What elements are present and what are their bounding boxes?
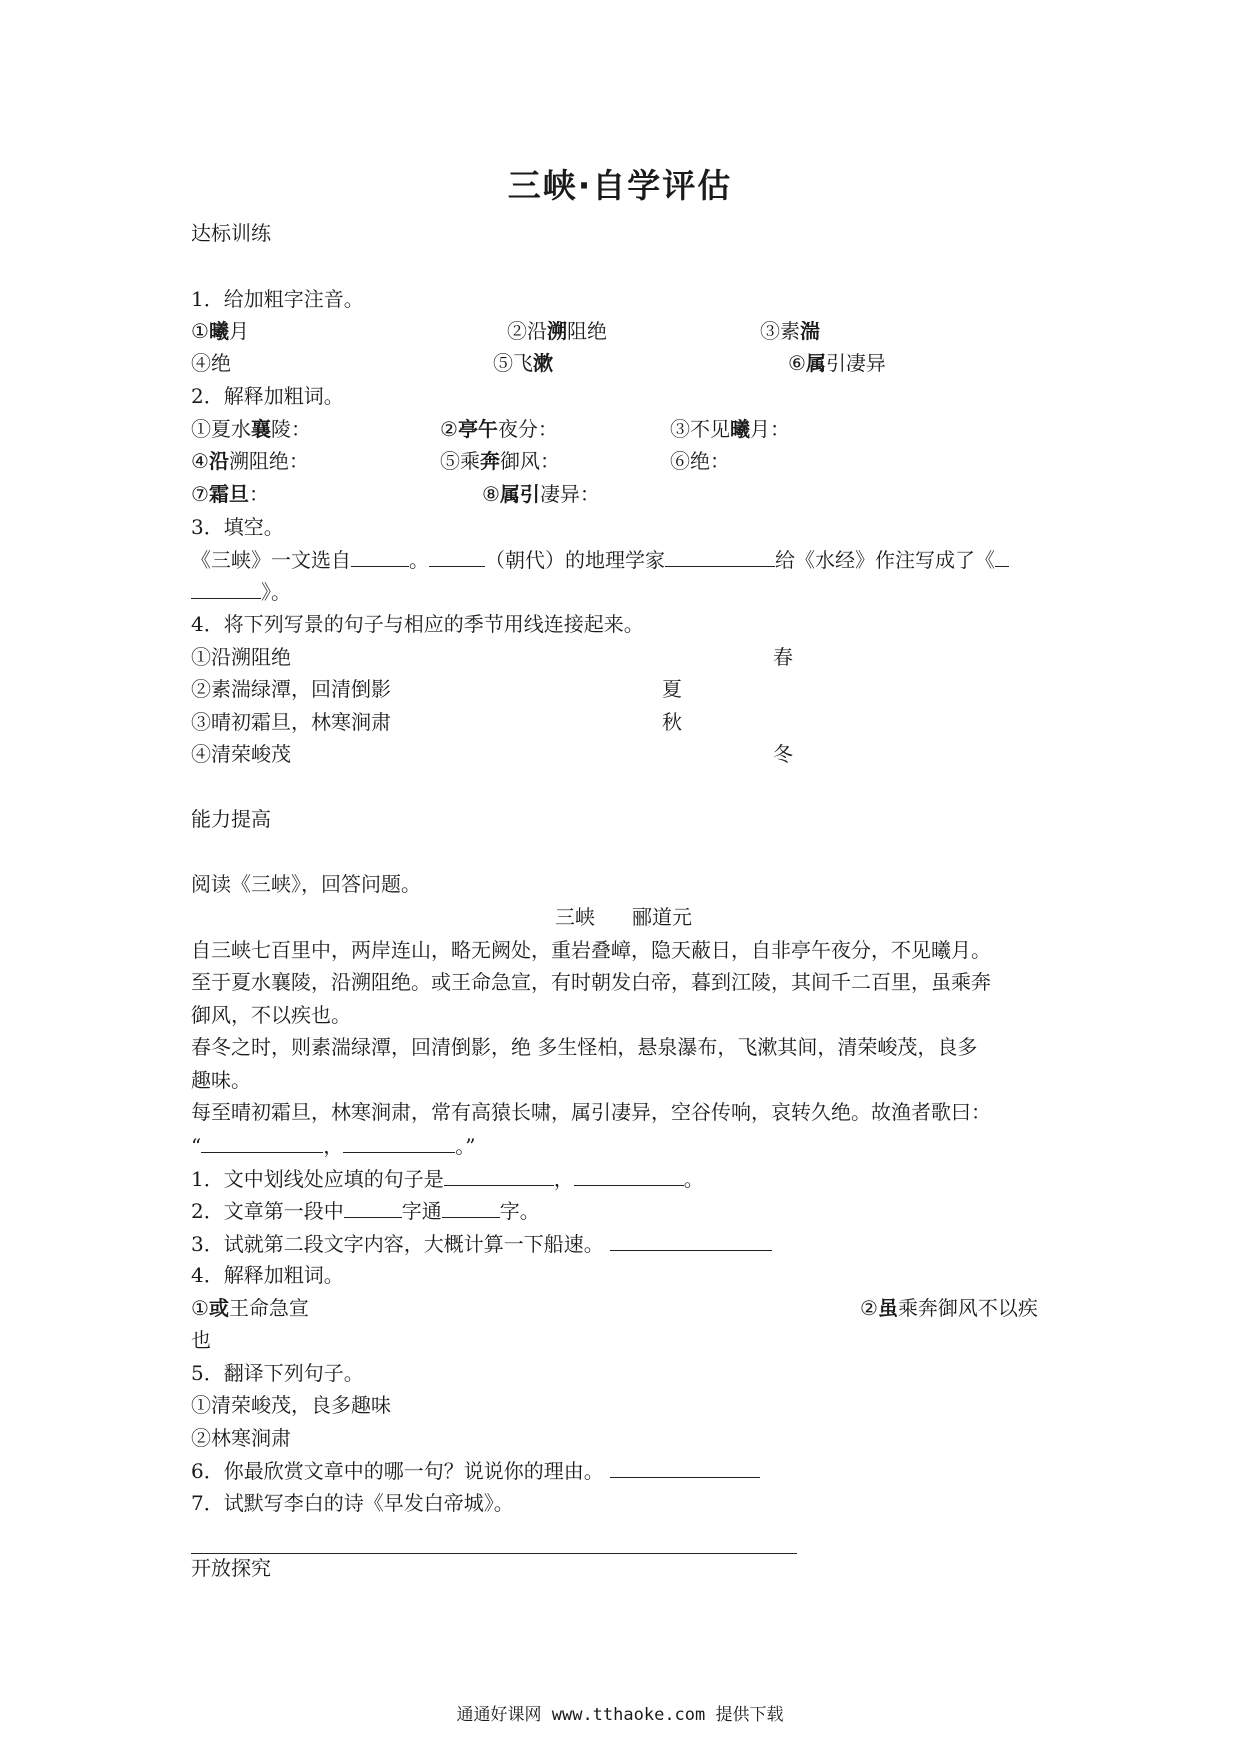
passage-line: 春冬之时，则素湍绿潭，回清倒影，绝 多生怪柏，悬泉瀑布，飞漱其间，清荣峻茂，良多 xyxy=(191,1035,978,1059)
passage-song-line: “ ， 。” xyxy=(191,1134,476,1158)
section-heading-basic: 达标训练 xyxy=(191,221,271,245)
rq7: 7．试默写李白的诗《早发白帝城》。 xyxy=(191,1491,514,1515)
q2-item-1: ①夏水襄陵： xyxy=(191,417,311,441)
passage-line: 每至晴初霜旦，林寒涧肃，常有高猿长啸，属引凄异，空谷传响，哀转久绝。故渔者歌曰： xyxy=(191,1100,991,1124)
q1-item-5: ⑤飞漱 xyxy=(493,351,553,375)
rq6: 6．你最欣赏文章中的哪一句？说说你的理由。 xyxy=(191,1457,760,1484)
q1-heading: 1．给加粗字注音。 xyxy=(191,287,364,311)
q2-item-3: ③不见曦月： xyxy=(670,417,790,441)
q2-item-8: ⑧属引凄异： xyxy=(482,482,600,506)
rq2-blank-1[interactable] xyxy=(344,1197,402,1218)
rq4-heading: 4．解释加粗词。 xyxy=(191,1263,344,1287)
passage-heading: 三峡 xyxy=(555,905,595,929)
rq5-item-1: ①清荣峻茂，良多趣味 xyxy=(191,1393,391,1417)
q4-heading: 4．将下列写景的句子与相应的季节用线连接起来。 xyxy=(191,612,644,636)
rq3-blank[interactable] xyxy=(610,1230,772,1251)
rq6-blank[interactable] xyxy=(610,1457,760,1478)
q3-blank-4b[interactable] xyxy=(191,578,261,599)
rq5-item-2: ②林寒涧肃 xyxy=(191,1426,291,1450)
passage-line: 趣味。 xyxy=(191,1068,251,1092)
rq4-item-2: ②虽乘奔御风不以疾 xyxy=(860,1296,1038,1320)
song-blank-2[interactable] xyxy=(343,1132,455,1153)
q4-season-winter: 冬 xyxy=(773,742,793,766)
passage-line: 自三峡七百里中，两岸连山，略无阙处，重岩叠嶂，隐天蔽日，自非亭午夜分，不见曦月。 xyxy=(191,938,991,962)
rq3: 3．试就第二段文字内容，大概计算一下船速。 xyxy=(191,1230,772,1257)
q4-season-spring: 春 xyxy=(773,645,793,669)
rq5-heading: 5．翻译下列句子。 xyxy=(191,1361,364,1385)
rq4-item-1: ①或王命急宣 xyxy=(191,1296,309,1320)
q3-heading: 3．填空。 xyxy=(191,515,284,539)
rq2-blank-2[interactable] xyxy=(442,1197,500,1218)
passage-line: 御风，不以疾也。 xyxy=(191,1003,351,1027)
section-heading-advanced: 能力提高 xyxy=(191,807,271,831)
q2-heading: 2．解释加粗词。 xyxy=(191,384,344,408)
q3-fill-line: 《三峡》一文选自 。 （朝代）的地理学家 给《水经》作注写成了《 xyxy=(191,546,1009,573)
q2-item-2: ②亭午夜分： xyxy=(440,417,558,441)
answer-line[interactable] xyxy=(191,1553,797,1554)
q3-blank-1[interactable] xyxy=(351,546,409,567)
q1-item-1: ①曦月 xyxy=(191,319,249,343)
q2-item-4: ④沿溯阻绝： xyxy=(191,449,309,473)
q4-season-summer: 夏 xyxy=(662,677,682,701)
q1-item-4: ④绝 xyxy=(191,351,231,375)
rq1-blank-2[interactable] xyxy=(574,1165,684,1186)
rq2: 2．文章第一段中 字通 字。 xyxy=(191,1199,540,1223)
q2-item-7: ⑦霜旦： xyxy=(191,482,269,506)
q4-sentence-2: ②素湍绿潭，回清倒影 xyxy=(191,677,391,701)
rq4-item-2-continued: 也 xyxy=(191,1328,211,1352)
q1-item-6: ⑥属引凄异 xyxy=(788,351,886,375)
q2-item-6: ⑥绝： xyxy=(670,449,730,473)
rq1: 1．文中划线处应填的句子是 ， 。 xyxy=(191,1167,704,1191)
passage-author: 郦道元 xyxy=(632,905,692,929)
reading-intro: 阅读《三峡》，回答问题。 xyxy=(191,872,421,896)
q4-season-autumn: 秋 xyxy=(662,710,682,734)
q4-sentence-1: ①沿溯阻绝 xyxy=(191,645,291,669)
section-heading-open: 开放探究 xyxy=(191,1556,271,1580)
footer-source: 通通好课网 www.tthaoke.com 提供下载 xyxy=(456,1705,784,1725)
passage-line: 至于夏水襄陵，沿溯阻绝。或王命急宣，有时朝发白帝，暮到江陵，其间千二百里，虽乘奔 xyxy=(191,970,991,994)
page-title: 三峡·自学评估 xyxy=(507,166,733,205)
q4-sentence-4: ④清荣峻茂 xyxy=(191,742,291,766)
q1-item-3: ③素湍 xyxy=(760,319,820,343)
q3-fill-line-2: 》。 xyxy=(191,578,291,605)
q3-blank-4a[interactable] xyxy=(995,546,1009,567)
q1-item-2: ②沿溯阻绝 xyxy=(507,319,607,343)
rq1-blank-1[interactable] xyxy=(444,1165,554,1186)
q4-sentence-3: ③晴初霜旦，林寒涧肃 xyxy=(191,710,391,734)
q2-item-5: ⑤乘奔御风： xyxy=(440,449,560,473)
q3-blank-3[interactable] xyxy=(665,546,775,567)
song-blank-1[interactable] xyxy=(201,1132,323,1153)
q3-blank-2[interactable] xyxy=(429,546,485,567)
